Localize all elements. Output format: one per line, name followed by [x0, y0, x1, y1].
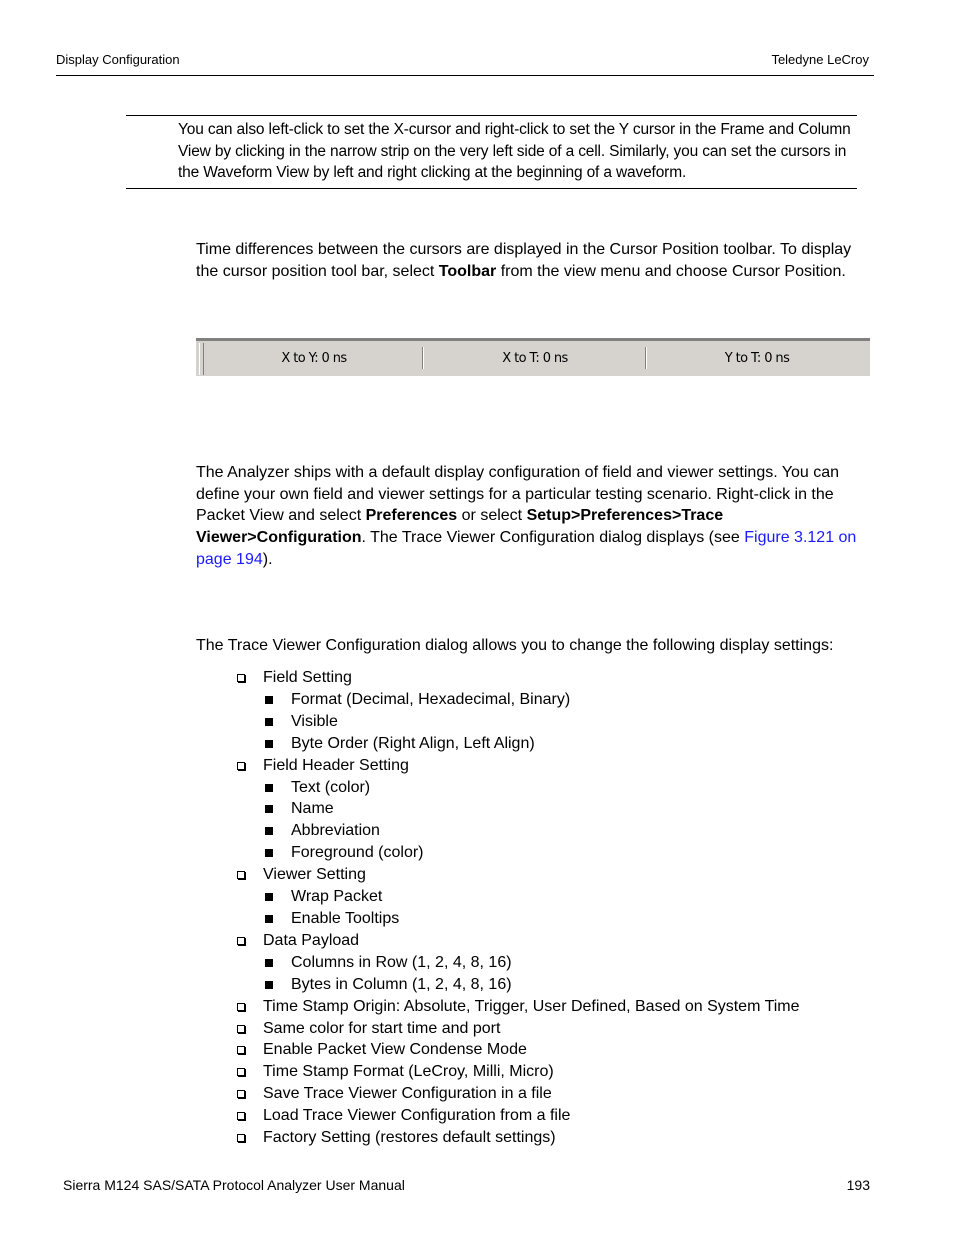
filled-square-bullet-icon	[265, 959, 273, 967]
list-item-text: Enable Tooltips	[291, 909, 400, 927]
hollow-square-bullet-icon	[237, 1025, 245, 1033]
para2-text-c: or select	[457, 507, 527, 525]
sub-list-item	[236, 952, 800, 974]
sub-list-item	[236, 908, 800, 930]
list-item-text: Factory Setting (restores default settings)	[263, 1129, 556, 1147]
hollow-square-bullet-icon	[237, 762, 245, 770]
para2-bold-menu-path: Setup>Preferences>Trace Viewer>Configuration	[196, 507, 724, 547]
filled-square-bullet-icon	[265, 981, 273, 989]
configuration-paragraph	[196, 462, 876, 571]
sub-list-item	[236, 820, 800, 842]
note-text: You can also left-click to set the X-cursor and right-click to set the Y cursor in the Frame and Column View by clicking in the narrow strip on the very left side of a cell. Similarly, you can set the cursors in the Waveform View by left and right clicking at the beginning of a waveform.	[178, 121, 851, 181]
sub-list-item	[236, 711, 800, 733]
filled-square-bullet-icon	[265, 805, 273, 813]
list-item	[236, 864, 800, 886]
list-item-text: Time Stamp Origin: Absolute, Trigger, User Defined, Based on System Time	[263, 997, 800, 1015]
hollow-square-bullet-icon	[237, 937, 245, 945]
note-box	[126, 115, 857, 189]
filled-square-bullet-icon	[265, 718, 273, 726]
list-item-text: Bytes in Column (1, 2, 4, 8, 16)	[291, 975, 512, 993]
sub-list-item	[236, 798, 800, 820]
hollow-square-bullet-icon	[237, 1134, 245, 1142]
list-item-text: Enable Packet View Condense Mode	[263, 1041, 527, 1059]
sub-list-item	[236, 733, 800, 755]
running-header-section: Display Configuration	[56, 52, 180, 67]
hollow-square-bullet-icon	[237, 674, 245, 682]
y-to-t-pane: Y to T: 0 ns	[724, 351, 790, 366]
x-to-t-pane: X to T: 0 ns	[502, 351, 568, 366]
para1-bold-toolbar: Toolbar	[438, 262, 497, 280]
list-item	[236, 755, 800, 777]
filled-square-bullet-icon	[265, 893, 273, 901]
hollow-square-bullet-icon	[237, 1090, 245, 1098]
list-item-text: Data Payload	[263, 931, 360, 949]
filled-square-bullet-icon	[265, 696, 273, 704]
hollow-square-bullet-icon	[237, 1068, 245, 1076]
para2-text-f: ).	[262, 550, 273, 568]
hollow-square-bullet-icon	[237, 1003, 245, 1011]
figure-reference-link[interactable]: Figure 3.121 on page 194	[196, 529, 857, 568]
list-item-text: Visible	[291, 712, 338, 730]
list-item-text: Viewer Setting	[263, 866, 366, 884]
list-item	[236, 1105, 800, 1127]
page-number: 193	[846, 1177, 870, 1193]
sub-list-item	[236, 689, 800, 711]
hollow-square-bullet-icon	[237, 871, 245, 879]
list-item	[236, 996, 800, 1018]
filled-square-bullet-icon	[265, 915, 273, 923]
settings-list	[236, 667, 800, 1149]
list-item	[236, 1039, 800, 1061]
sub-list-item	[236, 886, 800, 908]
list-item-text: Field Header Setting	[263, 756, 409, 774]
list-item-text: Load Trace Viewer Configuration from a file	[263, 1107, 571, 1125]
filled-square-bullet-icon	[265, 849, 273, 857]
list-item	[236, 1061, 800, 1083]
list-item-text: Foreground (color)	[291, 844, 424, 862]
list-item-text: Wrap Packet	[291, 888, 383, 906]
list-item-text: Time Stamp Format (LeCroy, Milli, Micro)	[263, 1063, 554, 1081]
list-item-text: Same color for start time and port	[263, 1019, 501, 1037]
list-item-text: Name	[291, 800, 334, 818]
toolbar-grip-handle[interactable]	[199, 343, 204, 375]
settings-intro-paragraph: The Trace Viewer Configuration dialog allows you to change the following display settings:	[196, 637, 834, 654]
list-item-text: Columns in Row (1, 2, 4, 8, 16)	[291, 953, 512, 971]
sub-list-item	[236, 974, 800, 996]
list-item-text: Abbreviation	[291, 822, 380, 840]
list-item-text: Save Trace Viewer Configuration in a file	[263, 1085, 552, 1103]
cursor-position-paragraph	[196, 239, 876, 282]
list-item	[236, 1083, 800, 1105]
x-to-y-pane: X to Y: 0 ns	[281, 351, 347, 366]
filled-square-bullet-icon	[265, 740, 273, 748]
para2-text-a: The Analyzer ships with a default display configuration of field and viewer settings. You can define your own field and viewer settings for a particular testing scenario. Right-click in the Packet View and select	[196, 464, 840, 525]
list-item-text: Text (color)	[291, 778, 371, 796]
running-header-company: Teledyne LeCroy	[771, 52, 869, 67]
list-item-text: Field Setting	[263, 669, 352, 686]
header-rule	[56, 75, 874, 76]
para1-text-a: Time differences between the cursors are displayed in the Cursor Position toolbar. To display the cursor position tool bar, select	[196, 241, 852, 280]
hollow-square-bullet-icon	[237, 1112, 245, 1120]
para1-text-c: from the view menu and choose Cursor Position.	[496, 262, 846, 280]
filled-square-bullet-icon	[265, 827, 273, 835]
para2-bold-preferences: Preferences	[365, 507, 458, 525]
filled-square-bullet-icon	[265, 784, 273, 792]
cursor-position-toolbar	[196, 338, 870, 376]
sub-list-item	[236, 842, 800, 864]
list-item-text: Byte Order (Right Align, Left Align)	[291, 734, 535, 752]
list-item	[236, 930, 800, 952]
list-item	[236, 1127, 800, 1149]
list-item-text: Format (Decimal, Hexadecimal, Binary)	[291, 690, 571, 708]
hollow-square-bullet-icon	[237, 1046, 245, 1054]
sub-list-item	[236, 777, 800, 799]
list-item	[236, 1018, 800, 1040]
footer-manual-title: Sierra M124 SAS/SATA Protocol Analyzer User Manual	[63, 1177, 405, 1193]
list-item	[236, 667, 800, 689]
para2-text-e: . The Trace Viewer Configuration dialog displays (see	[361, 529, 745, 547]
